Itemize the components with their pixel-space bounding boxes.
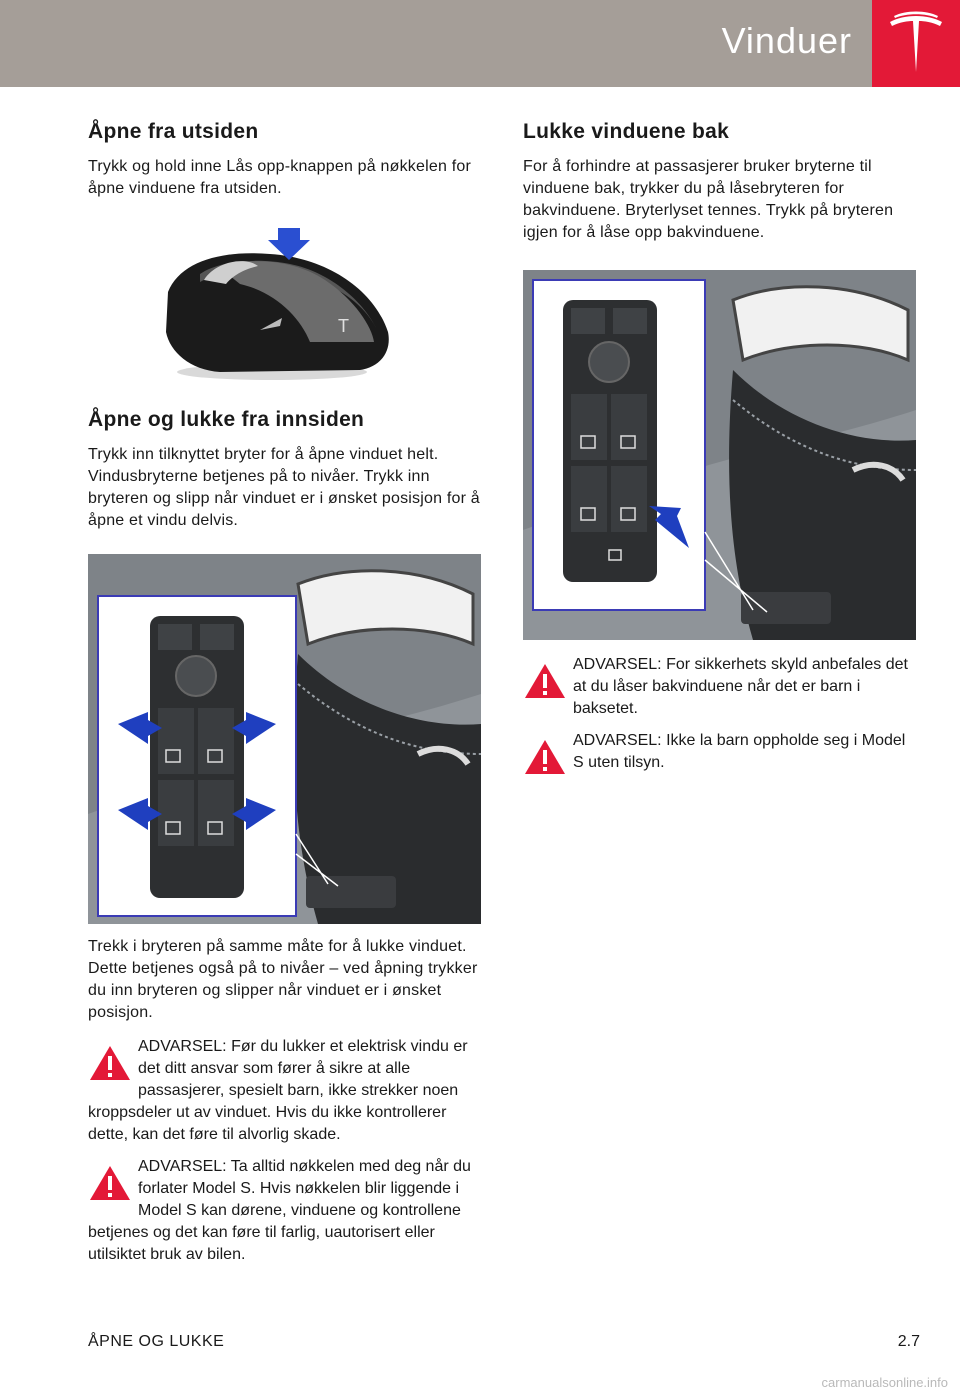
footer-section-name: ÅPNE OG LUKKE — [88, 1333, 225, 1350]
section-text-open-inside: Trykk inn tilknyttet bryter for å åpne vinduet helt. Vindusbryterne betjenes på to nivåer. Trykk inn bryteren og slipp når vinduet er i ønsket posisjon for å åpne et vindu delvis. — [88, 446, 480, 529]
warning-lock-rear-children — [523, 654, 918, 720]
watermark-text: carmanualsonline.info — [821, 1375, 948, 1390]
section-text-open-outside: Trykk og hold inne Lås opp-knappen på nøkkelen for åpne vinduene fra utsiden. — [88, 158, 471, 197]
svg-text:T: T — [338, 316, 349, 336]
right-column — [523, 120, 918, 776]
section-title-open-outside: Åpne fra utsiden — [88, 120, 259, 143]
section-text-lock-rear: For å forhindre at passasjerer bruker bryterne til vinduene bak, trykker du på låsebryteren for bakvinduene. Bryterlyset tennes. Trykk på bryteren igjen for å låse opp bakvinduene. — [523, 158, 894, 241]
brand-logo-box — [872, 0, 960, 87]
tesla-logo-icon — [886, 10, 946, 76]
warning-text: ADVARSEL: Ikke la barn oppholde seg i Model S uten tilsyn. — [573, 732, 906, 771]
door-switch-figure-lock-arrow — [523, 270, 916, 640]
warning-triangle-icon — [523, 738, 567, 776]
warning-triangle-icon — [523, 662, 567, 700]
section-title-lock-rear: Lukke vinduene bak — [523, 120, 730, 143]
left-column — [88, 120, 483, 1266]
warning-children-unattended — [523, 730, 918, 774]
section-title-open-inside: Åpne og lukke fra innsiden — [88, 408, 365, 431]
door-switch-figure-four-arrows — [88, 554, 481, 924]
warning-text: ADVARSEL: For sikkerhets skyld anbefales det at du låser bakvinduene når det er barn i baksetet. — [573, 656, 908, 717]
warning-text: ADVARSEL: Før du lukker et elektrisk vindu er det ditt ansvar som fører å sikre at alle passasjerer, spesielt barn, ikke strekker noen kroppsdeler ut av vinduet. Hvis du ikke kontrollerer dette, kan det føre til alvorlig skade. — [88, 1038, 468, 1143]
footer-page-number: 2.7 — [897, 1333, 920, 1350]
warning-triangle-icon — [88, 1044, 132, 1082]
warning-triangle-icon — [88, 1164, 132, 1202]
key-fob-figure — [160, 222, 390, 382]
warning-text: ADVARSEL: Ta alltid nøkkelen med deg når du forlater Model S. Hvis nøkkelen blir liggende i Model S kan dørene, vinduene og kontrollene betjenes og det kan føre til farlig, uautorisert eller utilsiktet bruk av bilen. — [88, 1158, 471, 1263]
page-header — [0, 0, 872, 87]
section-text-close-inside: Trekk i bryteren på samme måte for å lukke vinduet. Dette betjenes også på to nivåer – ved åpning trykker du inn bryteren og slipper når vinduet er i ønsket posisjon. — [88, 938, 478, 1021]
page-title: Vinduer — [721, 20, 852, 61]
warning-key-left-in-car — [88, 1156, 483, 1266]
warning-child-safety — [88, 1036, 483, 1146]
